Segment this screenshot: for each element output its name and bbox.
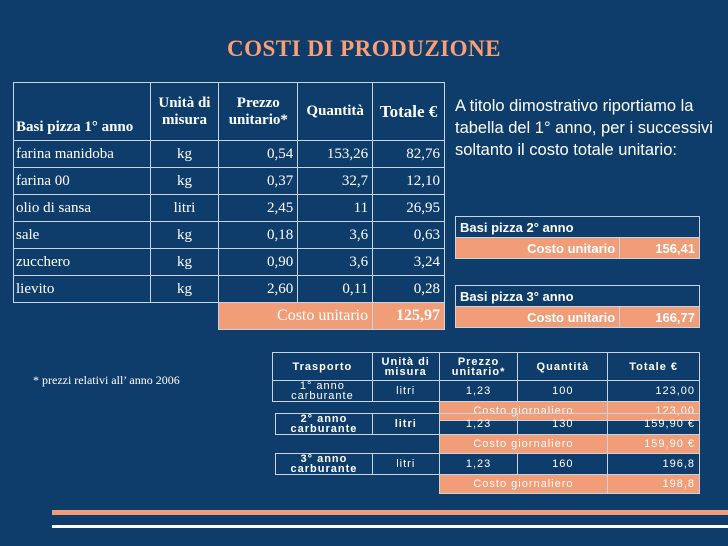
- year2-title: Basi pizza 2° anno: [456, 217, 700, 238]
- basi-pizza-3-table: [455, 285, 700, 328]
- header-trasporto: Trasporto: [273, 353, 373, 381]
- costo-giornaliero-label: Costo giornaliero: [439, 475, 608, 494]
- header-quantita: Quantità: [518, 353, 608, 381]
- table-row: lievito kg 2,60 0,11 0,28: [14, 276, 445, 303]
- costo-unitario-value: 125,97: [373, 303, 445, 330]
- table-row: olio di sansa litri 2,45 11 26,95: [14, 195, 445, 222]
- bottom-divider-white: [52, 525, 728, 528]
- trasporto-3-table: [275, 453, 700, 494]
- table-row: 3° anno carburante litri 1,23 160 196,8: [276, 454, 700, 475]
- footnote: * prezzi relativi all’ anno 2006: [33, 373, 180, 387]
- table-row: 1° anno carburante litri 1,23 100 123,00: [273, 381, 700, 402]
- year3-cost-label: Costo unitario: [456, 307, 620, 328]
- costo-giornaliero-label: Costo giornaliero: [439, 402, 608, 421]
- basi-pizza-1-table: [13, 82, 445, 330]
- table-row: sale kg 0,18 3,6 0,63: [14, 222, 445, 249]
- header-prezzo: Prezzo unitario*: [219, 83, 298, 141]
- header-basi-pizza: Basi pizza 1° anno: [14, 83, 151, 141]
- description-text: A titolo dimostrativo riportiamo la tabella del 1° anno, per i successivi soltanto il costo totale unitario:: [455, 97, 713, 159]
- header-unita: Unità di misura: [372, 353, 439, 381]
- header-totale: Totale €: [373, 83, 445, 141]
- costo-giornaliero-value: 198,8: [608, 475, 700, 494]
- costo-unitario-label: Costo unitario: [219, 303, 373, 330]
- year2-cost-label: Costo unitario: [456, 238, 620, 259]
- costo-giornaliero-label: Costo giornaliero: [439, 435, 608, 454]
- costo-giornaliero-value: 159,90 €: [608, 435, 700, 454]
- bottom-divider-orange: [52, 510, 728, 515]
- year3-cost-value: 166,77: [620, 307, 700, 328]
- header-totale: Totale €: [608, 353, 700, 381]
- year3-title: Basi pizza 3° anno: [456, 286, 700, 307]
- header-unita: Unità di misura: [150, 83, 219, 141]
- header-prezzo: Prezzo unitario*: [439, 353, 518, 381]
- page-title: COSTI DI PRODUZIONE: [226, 36, 502, 61]
- basi-pizza-2-table: [455, 216, 700, 259]
- table-row: farina manidoba kg 0,54 153,26 82,76: [14, 141, 445, 168]
- costo-giornaliero-value: 123,00: [608, 402, 700, 421]
- trasporto-2-table: [275, 413, 700, 454]
- table-row: zucchero kg 0,90 3,6 3,24: [14, 249, 445, 276]
- year2-cost-value: 156,41: [620, 238, 700, 259]
- trasporto-1-table: [272, 352, 700, 421]
- table-row: farina 00 kg 0,37 32,7 12,10: [14, 168, 445, 195]
- header-quantita: Quantità: [298, 83, 373, 141]
- table-row: 2° anno carburante litri 1,23 130 159,90 €: [276, 414, 700, 435]
